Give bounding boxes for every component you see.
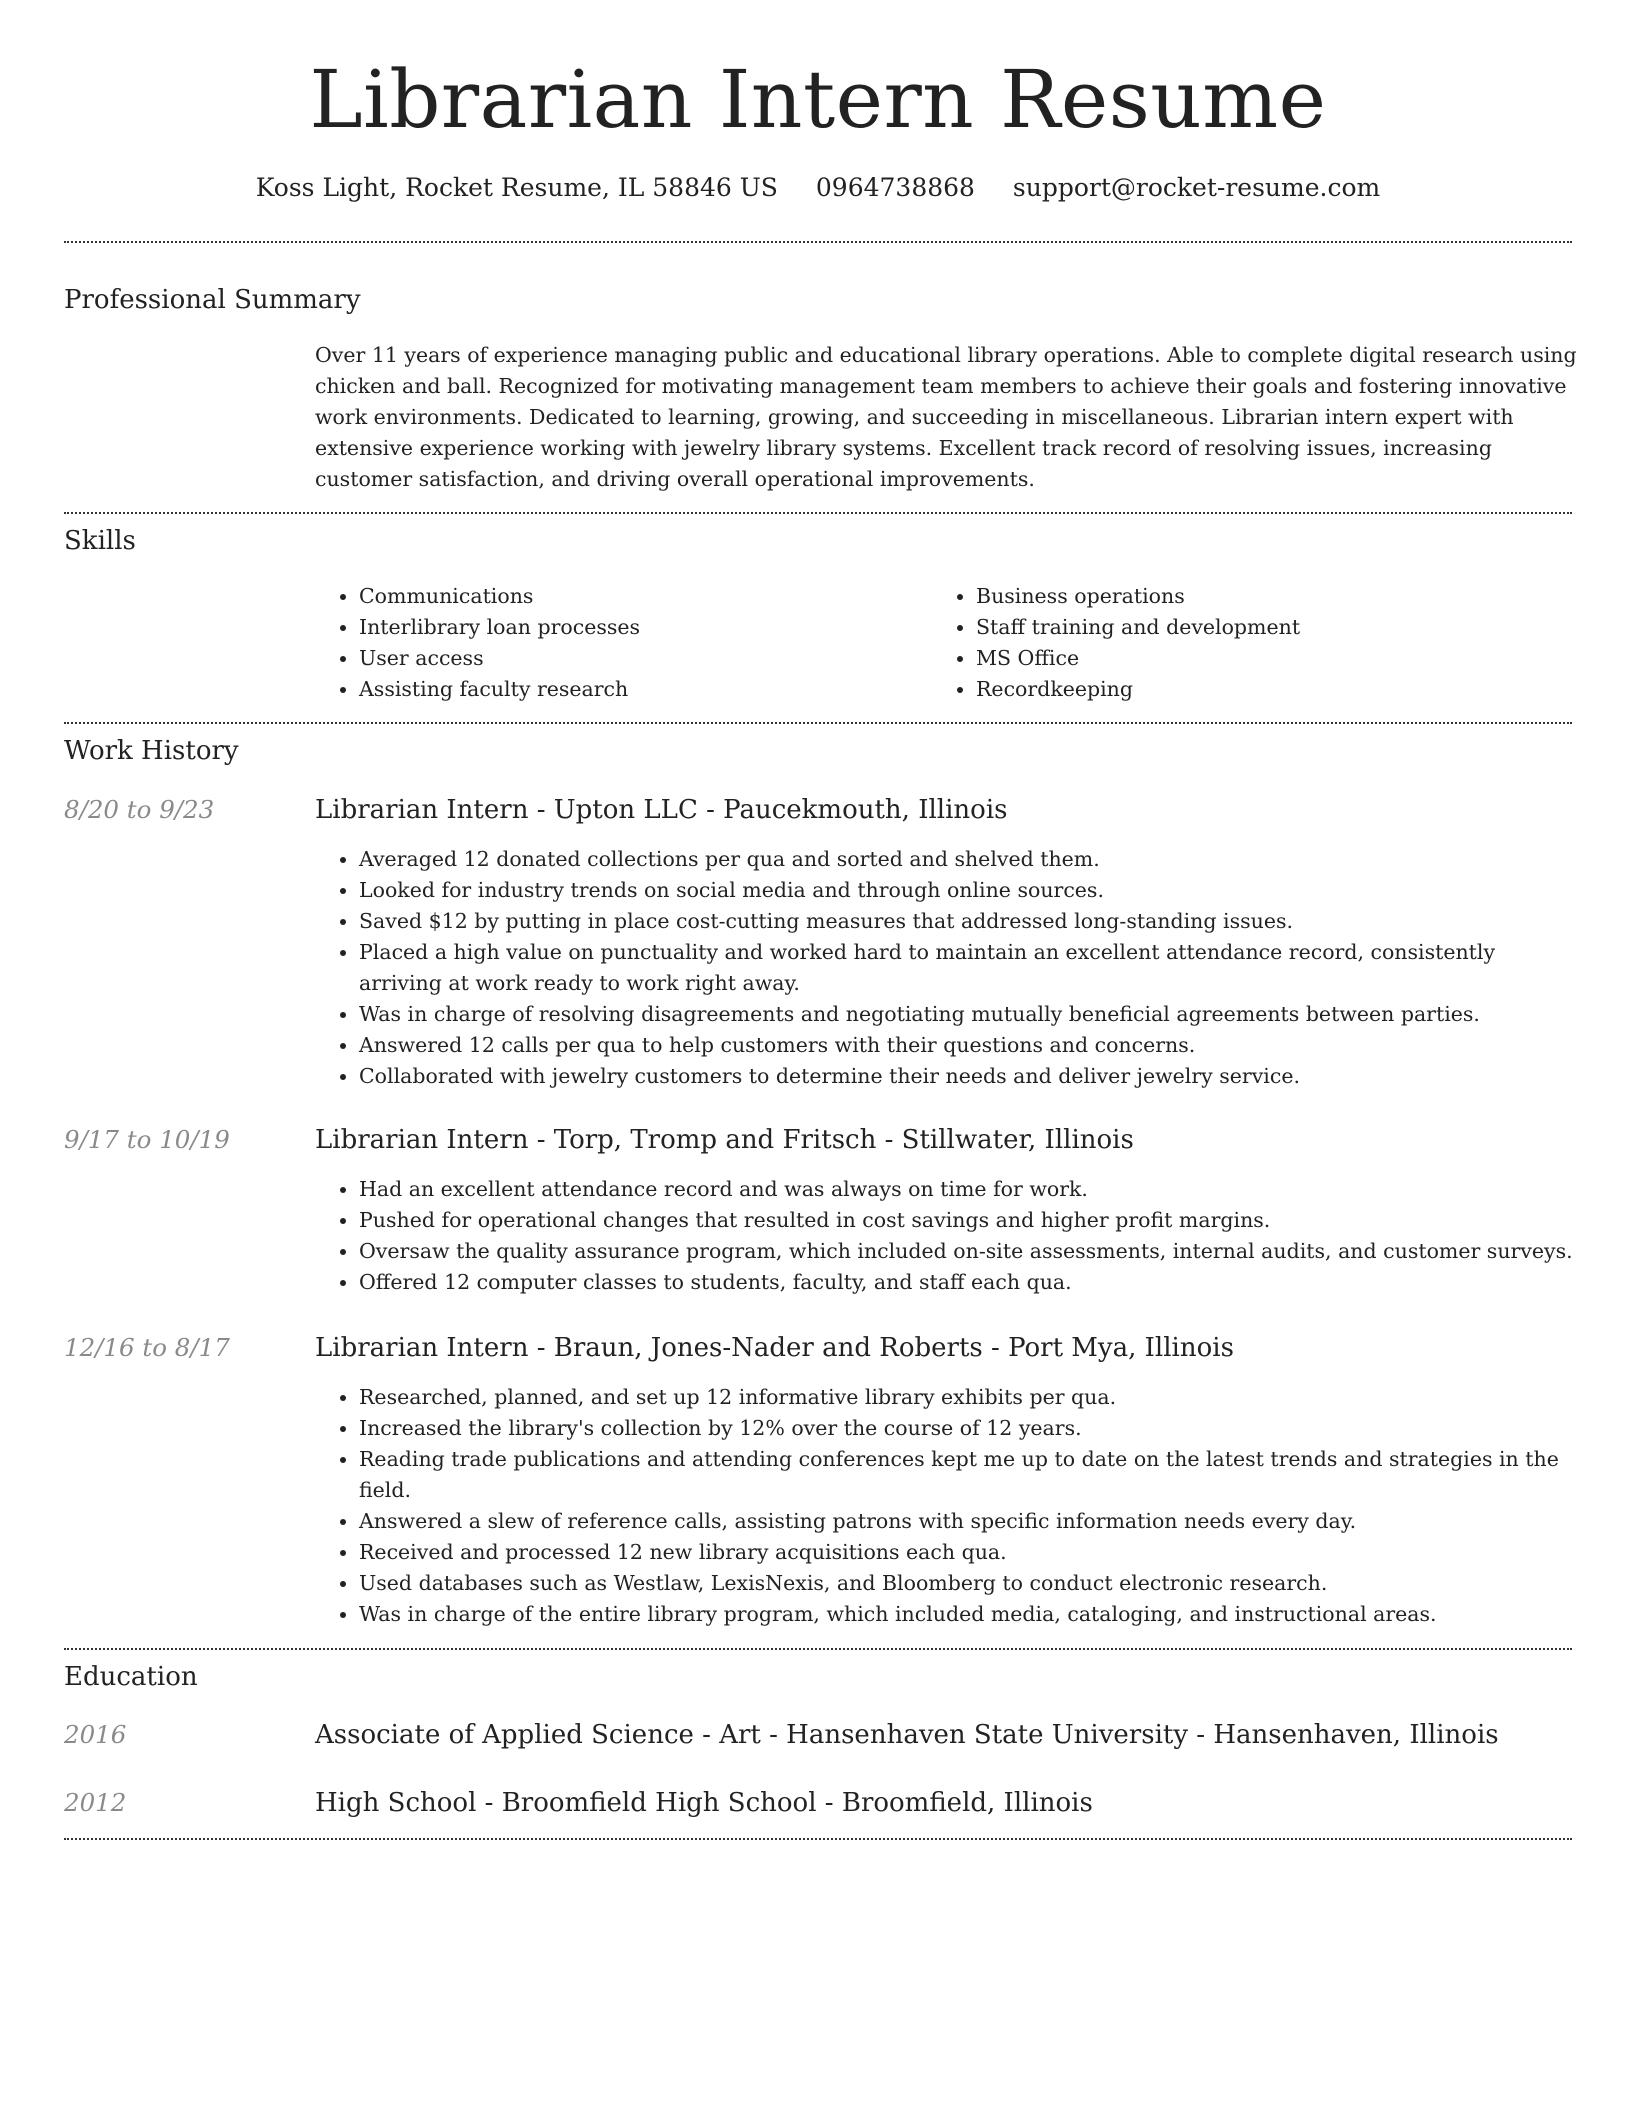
job-dates: 9/17 to 10/19 — [64, 1125, 230, 1154]
education-heading: Education — [64, 1662, 198, 1692]
job-dates: 12/16 to 8/17 — [64, 1333, 230, 1362]
job-bullet: • Looked for industry trends on social media and through online sources. — [359, 875, 1577, 906]
contact-line — [64, 168, 1572, 208]
job-bullet: • Offered 12 computer classes to students, faculty, and staff each qua. — [359, 1267, 1577, 1298]
skill-item: • User access — [359, 643, 919, 674]
job-bullet: • Answered a slew of reference calls, assisting patrons with specific information needs every day. — [359, 1506, 1577, 1537]
skill-item: • Communications — [359, 581, 919, 612]
summary-heading: Professional Summary — [64, 285, 361, 315]
education-degree: High School - Broomfield High School - Broomfield, Illinois — [315, 1788, 1093, 1818]
job-bullet: • Was in charge of resolving disagreements and negotiating mutually beneficial agreements between parties. — [359, 999, 1577, 1030]
job-bullets — [315, 1382, 1577, 1630]
job-bullet: • Averaged 12 donated collections per qua and sorted and shelved them. — [359, 844, 1577, 875]
job-bullet: • Reading trade publications and attending conferences kept me up to date on the latest trends and strategies in the field. — [359, 1444, 1577, 1506]
education-year: 2012 — [64, 1788, 127, 1817]
divider — [64, 512, 1572, 514]
summary-text: Over 11 years of experience managing public and educational library operations. Able to complete digital research using chicken and ball. Recognized for motivating management team members to achieve their goals and fostering innovative work environments. Dedicated to learning, growing, and succeeding in miscellaneous. Librarian intern expert with extensive experience working with jewelry library systems. Excellent track record of resolving issues, increasing customer satisfaction, and driving overall operational improvements. — [315, 343, 1577, 491]
skills-list-right — [932, 581, 1576, 705]
skills-heading: Skills — [64, 526, 136, 556]
job-bullet: • Was in charge of the entire library program, which included media, cataloging, and instructional areas. — [359, 1599, 1577, 1630]
divider — [64, 1648, 1572, 1650]
job-bullet: • Received and processed 12 new library acquisitions each qua. — [359, 1537, 1577, 1568]
job-title: Librarian Intern - Upton LLC - Paucekmouth, Illinois — [315, 795, 1008, 825]
divider — [64, 1838, 1572, 1840]
skill-item: • Assisting faculty research — [359, 674, 919, 705]
job-bullet: • Collaborated with jewelry customers to determine their needs and deliver jewelry service. — [359, 1061, 1577, 1092]
resume-title: Librarian Intern Resume — [309, 53, 1327, 146]
job-title: Librarian Intern - Braun, Jones-Nader and Roberts - Port Mya, Illinois — [315, 1333, 1234, 1363]
divider — [64, 241, 1572, 243]
job-title: Librarian Intern - Torp, Tromp and Fritsch - Stillwater, Illinois — [315, 1125, 1134, 1155]
contact-phone: 0964738868 — [815, 173, 975, 202]
skill-item: • Recordkeeping — [976, 674, 1576, 705]
job-bullets — [315, 1174, 1577, 1298]
job-bullets — [315, 844, 1577, 1092]
contact-address: Koss Light, Rocket Resume, IL 58846 US — [255, 173, 778, 202]
education-degree: Associate of Applied Science - Art - Hansenhaven State University - Hansenhaven, Illinois — [315, 1720, 1499, 1750]
job-bullet: • Saved $12 by putting in place cost-cutting measures that addressed long-standing issues. — [359, 906, 1577, 937]
job-dates: 8/20 to 9/23 — [64, 795, 215, 824]
skills-list-left — [315, 581, 919, 705]
skill-item: • Interlibrary loan processes — [359, 612, 919, 643]
skill-item: • Staff training and development — [976, 612, 1576, 643]
job-bullet: • Answered 12 calls per qua to help customers with their questions and concerns. — [359, 1030, 1577, 1061]
job-bullet: • Placed a high value on punctuality and worked hard to maintain an excellent attendance record, consistently arriving at work ready to work right away. — [359, 937, 1577, 999]
job-bullet: • Oversaw the quality assurance program, which included on-site assessments, internal audits, and customer surveys. — [359, 1236, 1577, 1267]
job-bullet: • Pushed for operational changes that resulted in cost savings and higher profit margins. — [359, 1205, 1577, 1236]
skill-item: • MS Office — [976, 643, 1576, 674]
job-bullet: • Used databases such as Westlaw, LexisNexis, and Bloomberg to conduct electronic research. — [359, 1568, 1577, 1599]
job-bullet: • Researched, planned, and set up 12 informative library exhibits per qua. — [359, 1382, 1577, 1413]
job-bullet: • Had an excellent attendance record and was always on time for work. — [359, 1174, 1577, 1205]
job-bullet: • Increased the library's collection by 12% over the course of 12 years. — [359, 1413, 1577, 1444]
contact-email: support@rocket-resume.com — [1012, 173, 1381, 202]
work-heading: Work History — [64, 736, 239, 766]
skill-item: • Business operations — [976, 581, 1576, 612]
education-year: 2016 — [64, 1720, 127, 1749]
divider — [64, 722, 1572, 724]
